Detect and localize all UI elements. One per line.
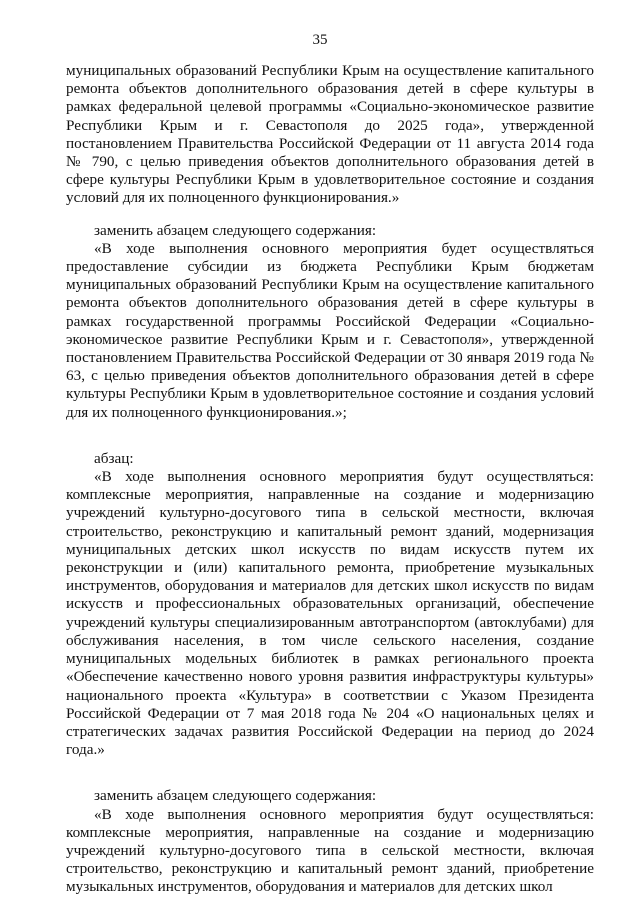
paragraph-instruction: заменить абзацем следующего содержания: — [94, 221, 377, 239]
paragraph-quoted-new-text: «В ходе выполнения основного мероприятия будет осуществляться предоставление субсидии из бюджета Республики Крым бюджетам муниципальных образований Республики Крым на осуществление капитального ремонта объектов дополнительного образования детей в сфере культуры в рамках государственной программы Российской Федерации «Социально-экономическое развитие Республики Крым и г. Севастополя», утвержденной постановлением Правительства Российской Федерации от 30 января 2019 года № 63, с целью приведения объектов дополнительного образования детей в сфере культуры Республики Крым в удовлетворительное состояние и создания условий для их полноценного функционирования.»; — [66, 239, 594, 421]
document-body — [66, 62, 594, 897]
paragraph-quoted-old-text: «В ходе выполнения основного мероприятия будут осуществляться: комплексные мероприятия, направленные на создание и модернизацию учреждений культурно-досугового типа в сельской местности, включая строительство, реконструкцию и капитальный ремонт зданий, модернизация муниципальных детских школ искусств по видам искусств путем их реконструкции и (или) капитального ремонта, приобретение музыкальных инструментов, оборудования и материалов для детских школ искусств по видам искусств и профессиональных образовательных организаций, обеспечение учреждений культуры специализированным автотранспортом (автоклубами) для обслуживания населения, в том числе сельского населения, создание муниципальных модельных библиотек в рамках регионального проекта «Обеспечение качественно нового уровня развития инфраструктуры культуры» национального проекта «Культура» в соответствии с Указом Президента Российской Федерации от 7 мая 2018 года № 204 «О национальных целях и стратегических задачах развития Российской Федерации на период до 2024 года.» — [66, 468, 594, 759]
page-number: 35 — [312, 32, 328, 48]
paragraph-quoted-new-text: «В ходе выполнения основного мероприятия будут осуществляться: комплексные мероприятия, направленные на создание и модернизацию учреждений культурно-досугового типа в сельской местности, включая строительство, реконструкцию и капитальный ремонт зданий, приобретение музыкальных инструментов, оборудования и материалов для детских школ — [66, 805, 594, 896]
paragraph-instruction: заменить абзацем следующего содержания: — [94, 787, 377, 805]
paragraph-continuation: муниципальных образований Республики Крым на осуществление капитального ремонта объектов дополнительного образования детей в сфере культуры в рамках федеральной целевой программы «Социально-экономическое развитие Республики Крым и г. Севастополя до 2025 года», утвержденной постановлением Правительства Российской Федерации от 11 августа 2014 года № 790, с целью приведения объектов дополнительного образования детей в сфере культуры Республики Крым в удовлетворительное состояние и создания условий для их полноценного функционирования.» — [66, 62, 594, 207]
paragraph-instruction: абзац: — [94, 449, 134, 467]
